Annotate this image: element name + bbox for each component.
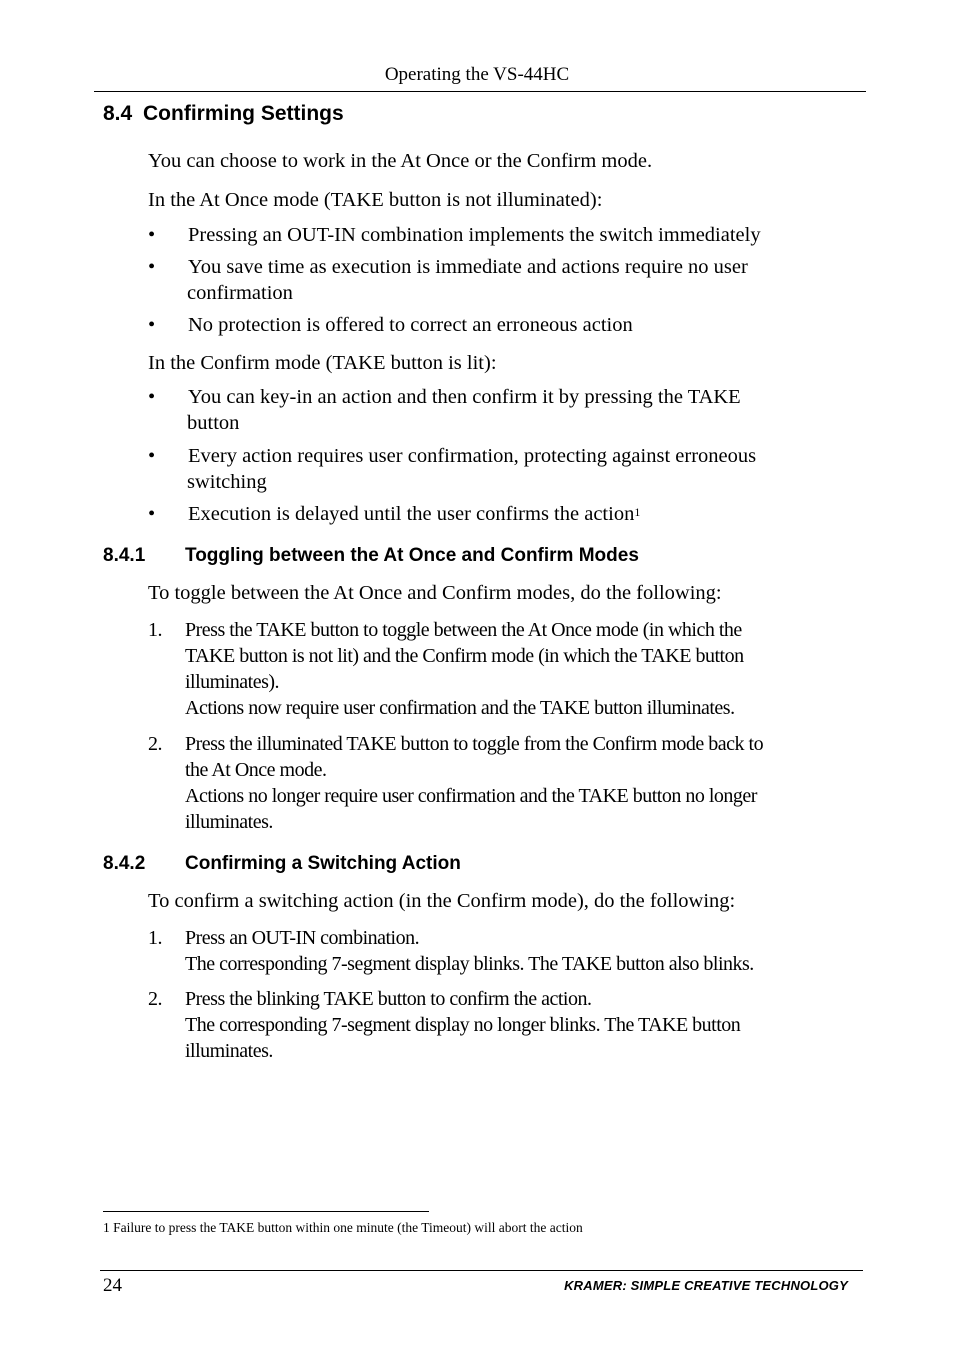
subsection-title: Confirming a Switching Action [185,853,461,874]
step-line: Press an OUT-IN combination. [185,927,420,949]
bullet-text-continued: button [187,412,240,434]
bullet-icon: • [148,224,156,246]
bullet-text-continued: switching [187,471,267,493]
step-line: TAKE button is not lit) and the Confirm mode (in which the TAKE button [185,645,744,667]
footnote: 1 Failure to press the TAKE button within one minute (the Timeout) will abort the action [103,1220,583,1235]
step-line: Press the blinking TAKE button to confirm the action. [185,988,592,1010]
footnote-reference: 1 [634,505,641,519]
step-result: illuminates. [185,1040,273,1062]
step-number: 1. [148,619,162,641]
bullet-icon: • [148,503,156,525]
step-line: Press the TAKE button to toggle between the At Once mode (in which the [185,619,742,641]
subsection-number: 8.4.2 [103,853,146,874]
bullet-icon: • [148,256,156,278]
page-number: 24 [103,1275,122,1296]
section-number: 8.4 [103,102,133,125]
running-header: Operating the VS-44HC [384,64,570,85]
bullet-text: Execution is delayed until the user confirms the action [188,503,635,525]
step-line: the At Once mode. [185,759,327,781]
bullet-text: No protection is offered to correct an erroneous action [188,314,633,336]
footnote-rule [103,1211,429,1212]
step-number: 1. [148,927,162,949]
bullet-icon: • [148,314,156,336]
header-rule [94,91,866,92]
bullet-text: You save time as execution is immediate and actions require no user [188,256,748,278]
confirm-lead: In the Confirm mode (TAKE button is lit): [148,352,497,374]
step-number: 2. [148,733,162,755]
intro-paragraph: You can choose to work in the At Once or the Confirm mode. [148,150,653,172]
toggle-lead: To toggle between the At Once and Confirm modes, do the following: [148,582,722,604]
step-line: illuminates). [185,671,280,693]
footer-brand: KRAMER: SIMPLE CREATIVE TECHNOLOGY [564,1278,848,1293]
bullet-icon: • [148,445,156,467]
footer-rule [100,1270,863,1271]
bullet-text: You can key-in an action and then confirm it by pressing the TAKE [188,386,741,408]
subsection-title: Toggling between the At Once and Confirm Modes [185,545,639,566]
subsection-number: 8.4.1 [103,545,146,566]
confirm-action-lead: To confirm a switching action (in the Confirm mode), do the following: [148,890,736,912]
step-line: Press the illuminated TAKE button to toggle from the Confirm mode back to [185,733,764,755]
section-title-text: Confirming Settings [143,102,344,125]
section-title [103,102,344,126]
step-result: Actions no longer require user confirmation and the TAKE button no longer [185,785,757,807]
bullet-text-continued: confirmation [187,282,293,304]
bullet-text: Pressing an OUT-IN combination implements the switch immediately [188,224,761,246]
at-once-lead: In the At Once mode (TAKE button is not illuminated): [148,189,603,211]
step-result: illuminates. [185,811,273,833]
step-result: The corresponding 7-segment display no longer blinks. The TAKE button [185,1014,741,1036]
step-result: The corresponding 7-segment display blinks. The TAKE button also blinks. [185,953,754,975]
bullet-icon: • [148,386,156,408]
step-result: Actions now require user confirmation and the TAKE button illuminates. [185,697,735,719]
step-number: 2. [148,988,162,1010]
bullet-text: Every action requires user confirmation, protecting against erroneous [188,445,757,467]
